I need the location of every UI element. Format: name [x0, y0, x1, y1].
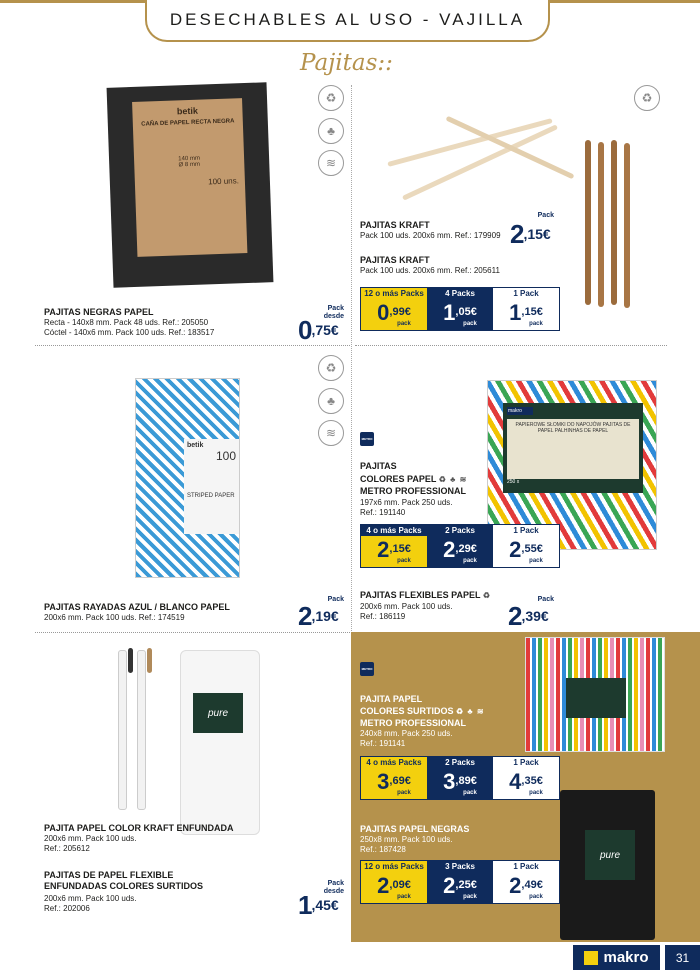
- tier-header: 4 o más Packs: [361, 757, 427, 768]
- product-price: 2 ,39€: [508, 601, 549, 631]
- image-dimension-label: Ø 8 mm: [178, 161, 201, 169]
- product-name: PAJITAS: [360, 461, 397, 471]
- tier-header: 12 o más Packs: [361, 861, 427, 872]
- product-name: PAJITAS PAPEL NEGRAS: [360, 824, 470, 834]
- product-name: PAJITA PAPEL COLOR KRAFT ENFUNDADA: [44, 823, 234, 833]
- tier-price: 3 ,69€ pack: [361, 768, 427, 799]
- price-tier-table: [360, 524, 560, 568]
- image-brand-label: pure: [585, 830, 635, 880]
- tier-price: 3 ,89€ pack: [427, 768, 493, 799]
- image-count-label: 250 x: [507, 479, 520, 485]
- tier-header: 1 Pack: [493, 757, 559, 768]
- price-label: Pack desde: [323, 305, 344, 320]
- product-desc: Ref.: 187428: [360, 845, 406, 854]
- product-name: COLORES PAPEL ♻ ♣ ≋: [360, 474, 468, 484]
- product-desc: 200x6 mm. Pack 100 uds.: [44, 834, 137, 843]
- section-divider: [35, 345, 350, 346]
- product-name: ENFUNDADAS COLORES SURTIDOS: [44, 881, 204, 891]
- price-tier-table: [360, 756, 560, 800]
- product-desc: Pack 100 uds. 200x6 mm. Ref.: 205611: [360, 266, 500, 275]
- product-name: PAJITA PAPEL: [360, 694, 423, 704]
- kraft-straw-image: [611, 140, 617, 305]
- black-straws-pack-image: [107, 82, 274, 287]
- tier-price: 1 ,05€ pack: [427, 299, 493, 330]
- product-desc: 240x8 mm. Pack 250 uds.: [360, 729, 453, 738]
- price-tier-table: [360, 287, 560, 331]
- image-dimension-label: 140 mm: [178, 155, 201, 163]
- image-brand-label: betik: [187, 442, 204, 449]
- tier-header: 3 Packs: [427, 861, 493, 872]
- image-brand-label: betik: [176, 105, 199, 117]
- product-desc: 200x6 mm. Pack 100 uds. Ref.: 174519: [44, 613, 185, 622]
- product-price: 0 ,75€: [298, 315, 339, 345]
- metro-brand-icon: METRO: [360, 662, 374, 676]
- tier-header: 12 o más Packs: [361, 288, 427, 299]
- tier-header: 1 Pack: [493, 861, 559, 872]
- price-label: Pack: [537, 212, 554, 219]
- product-desc: 197x6 mm. Pack 250 uds.: [360, 498, 453, 507]
- product-price: 2 ,15€: [510, 219, 551, 249]
- tier-price: 2 ,25€ pack: [427, 872, 493, 903]
- product-desc: 200x6 mm. Pack 100 uds.: [360, 602, 453, 611]
- wrapped-straw-image: [137, 650, 146, 810]
- product-desc: Ref.: 191140: [360, 508, 406, 517]
- product-brand: METRO PROFESSIONAL: [360, 718, 467, 728]
- section-divider: [35, 632, 350, 633]
- tier-price: 0 ,99€ pack: [361, 299, 427, 330]
- section-divider: [355, 345, 667, 346]
- tier-header: 2 Packs: [427, 525, 493, 536]
- tier-price: 2 ,49€ pack: [493, 872, 559, 903]
- product-name: PAJITAS KRAFT: [360, 220, 430, 230]
- image-count-label: 100: [215, 449, 236, 463]
- page-title: DESECHABLES AL USO - VAJILLA: [169, 10, 526, 29]
- recycle-icon: ♻: [318, 85, 344, 111]
- image-title-label: PAPIEROWE SŁOMKI DO NAPOJÓW PAJITAS DE PAPEL PALHINHAS DE PAPEL: [507, 419, 639, 479]
- product-name: PAJITAS DE PAPEL FLEXIBLE: [44, 870, 174, 880]
- recycle-icon: ♻: [634, 85, 660, 111]
- tier-header: 1 Pack: [493, 525, 559, 536]
- image-count-label: 100 uns.: [208, 176, 240, 187]
- kraft-straw-image: [624, 143, 630, 308]
- product-desc: 200x6 mm. Pack 100 uds.: [44, 894, 137, 903]
- recycle-icon: ♻: [482, 591, 492, 600]
- product-desc: Ref.: 186119: [360, 612, 406, 621]
- water-icon: ≋: [318, 420, 344, 446]
- tier-price: 2 ,29€ pack: [427, 536, 493, 567]
- tree-icon: ♣: [318, 118, 344, 144]
- product-desc: 250x8 mm. Pack 100 uds.: [360, 835, 453, 844]
- black-paper-straws-pack-image: [560, 790, 655, 940]
- product-desc: Pack 100 uds. 200x6 mm. Ref.: 179909: [360, 231, 501, 240]
- wrapped-straw-image: [147, 648, 152, 673]
- kraft-straw-image: [585, 140, 591, 305]
- tier-price: 1 ,15€ pack: [493, 299, 559, 330]
- wrapped-straw-image: [118, 650, 127, 810]
- product-name: PAJITAS NEGRAS PAPEL: [44, 307, 154, 317]
- product-desc: Cóctel - 140x6 mm. Pack 100 uds. Ref.: 183517: [44, 328, 215, 337]
- price-label: Pack: [327, 596, 344, 603]
- page-header: [145, 0, 550, 42]
- tier-price: 2 ,15€ pack: [361, 536, 427, 567]
- image-title-label: CAÑA DE PAPEL RECTA NEGRA: [141, 118, 235, 128]
- kraft-straw-image: [598, 142, 604, 307]
- recycle-icon: ♻: [318, 355, 344, 381]
- wrapped-straws-pack-image: [180, 650, 260, 835]
- product-price: 1 ,45€: [298, 890, 339, 920]
- makro-logo: makro: [573, 945, 660, 970]
- price-label: Pack: [537, 596, 554, 603]
- tier-header: 4 Packs: [427, 288, 493, 299]
- price-label: Pack desde: [323, 880, 344, 895]
- makro-logo-icon: [584, 951, 598, 965]
- eco-icons: ♻ ♣ ≋: [456, 707, 485, 716]
- tier-header: 2 Packs: [427, 757, 493, 768]
- product-price: 2 ,19€: [298, 601, 339, 631]
- section-title: Pajitas::: [300, 50, 393, 76]
- product-desc: Ref.: 205612: [44, 844, 90, 853]
- tree-icon: ♣: [318, 388, 344, 414]
- tier-price: 2 ,55€ pack: [493, 536, 559, 567]
- page-number: 31: [665, 945, 700, 970]
- tier-price: 4 ,35€ pack: [493, 768, 559, 799]
- product-name: PAJITAS RAYADAS AZUL / BLANCO PAPEL: [44, 602, 230, 612]
- tier-price: 2 ,09€ pack: [361, 872, 427, 903]
- product-name: PAJITAS KRAFT: [360, 255, 430, 265]
- product-desc: Ref.: 191141: [360, 739, 406, 748]
- product-name: COLORES SURTIDOS ♻ ♣ ≋: [360, 706, 485, 716]
- image-brand-label: pure: [193, 693, 243, 733]
- image-title-label: STRIPED PAPER: [187, 493, 235, 499]
- image-brand-label: makro: [507, 407, 533, 415]
- product-brand: METRO PROFESSIONAL: [360, 486, 467, 496]
- water-icon: ≋: [318, 150, 344, 176]
- tier-header: 1 Pack: [493, 288, 559, 299]
- metro-brand-icon: METRO: [360, 432, 374, 446]
- product-desc: Ref.: 202006: [44, 904, 90, 913]
- wrapped-straw-image: [128, 648, 133, 673]
- price-tier-table: [360, 860, 560, 904]
- assorted-straws-pack-image: [525, 637, 665, 752]
- striped-straws-pack-image: [135, 378, 240, 578]
- eco-icons: ♻ ♣ ≋: [438, 475, 468, 484]
- product-desc: Recta - 140x8 mm. Pack 48 uds. Ref.: 205050: [44, 318, 209, 327]
- tier-header: 4 o más Packs: [361, 525, 427, 536]
- product-name: PAJITAS FLEXIBLES PAPEL ♻: [360, 590, 492, 600]
